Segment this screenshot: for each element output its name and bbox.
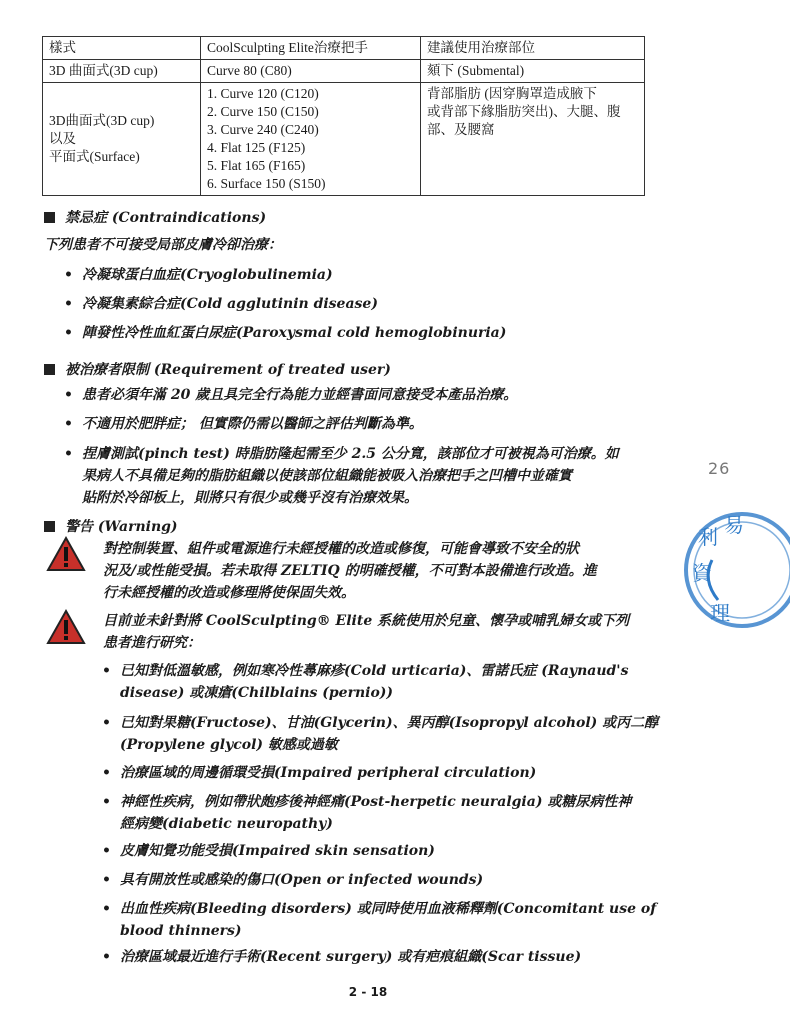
- page-footer-number: 2 - 18: [348, 985, 388, 999]
- list-item: • 神經性疾病，例如帶狀皰疹後神經痛(Post-herpetic neuralgia) 或糖尿病性神 經病變(diabetic neuropathy): [120, 791, 631, 835]
- list-item-text: 冷凝集素綜合症(Cold agglutinin disease): [82, 296, 378, 312]
- warning-triangle-icon: [46, 536, 86, 572]
- svg-text:利: 利: [698, 525, 718, 549]
- list-item: • 出血性疾病(Bleeding disorders) 或同時使用血液稀釋劑(Concomitant use of blood thinners): [120, 898, 656, 942]
- cell-line: 3. Curve 240 (C240): [207, 122, 319, 137]
- contraindications-heading: [44, 207, 644, 227]
- list-item: • 皮膚知覺功能受損(Impaired skin sensation): [120, 840, 435, 862]
- requirement-heading: [44, 359, 644, 379]
- list-item: • 捏膚測試(pinch test) 時脂肪隆起需至少 2.5 公分寬，該部位才可被視為可治療。如 果病人不具備足夠的脂肪組織以使該部位組織能被吸入治療把手之凹槽中並確實 貼附於冷卻板上，則將只有很少或幾乎沒有治療效果。: [82, 443, 652, 509]
- table-cell: Curve 80 (C80): [201, 60, 421, 83]
- list-item-line: (Propylene glycol) 敏感或過敏: [120, 737, 338, 753]
- cell-line: 1. Curve 120 (C120): [207, 86, 319, 101]
- section-title: 警告 (Warning): [65, 519, 178, 535]
- paragraph-line: 患者進行研究：: [103, 635, 201, 651]
- official-seal-stamp: [680, 500, 744, 640]
- list-item: • 冷凝球蛋白血症(Cryoglobulinemia): [64, 267, 333, 283]
- list-item-line: 已知對果糖(Fructose)、甘油(Glycerin)、異丙醇(Isopropyl alcohol) 或丙二醇: [120, 715, 659, 731]
- list-item-line: 果病人不具備足夠的脂肪組織以使該部位組織能被吸入治療把手之凹槽中並確實: [82, 468, 572, 484]
- list-item-text: 陣發性冷性血紅蛋白尿症(Paroxysmal cold hemoglobinuria): [82, 325, 507, 341]
- side-page-number: 26: [708, 459, 731, 478]
- svg-text:易: 易: [724, 513, 744, 537]
- table-cell: [43, 83, 201, 196]
- paragraph-line: 行未經授權的改造或修理將使保固失效。: [103, 585, 355, 601]
- svg-text:資: 資: [692, 561, 712, 585]
- paragraph-line: 況及/或性能受損。若未取得 ZELTIQ 的明確授權，不可對本設備進行改造。進: [103, 563, 597, 579]
- cell-line: 或背部下緣脂肪突出)、大腿、腹: [427, 104, 621, 119]
- list-item-line: 出血性疾病(Bleeding disorders) 或同時使用血液稀釋劑(Concomitant use of: [120, 901, 657, 917]
- table-row: [43, 60, 645, 83]
- square-bullet-icon: [44, 212, 55, 223]
- cell-line: 以及: [49, 131, 76, 146]
- list-item-line: disease) 或凍瘡(Chilblains (pernio)): [120, 685, 394, 701]
- list-item-line: 皮膚知覺功能受損(Impaired skin sensation): [120, 843, 435, 859]
- table-header-cell: CoolSculpting Elite治療把手: [201, 37, 421, 60]
- warning-paragraph: [103, 610, 629, 654]
- seal-icon: [680, 500, 790, 640]
- list-item-text: 冷凝球蛋白血症(Cryoglobulinemia): [82, 267, 333, 283]
- list-item-text: 患者必須年滿 20 歲且具完全行為能力並經書面同意接受本產品治療。: [82, 387, 518, 403]
- list-item-line: 貼附於冷卻板上，則將只有很少或幾乎沒有治療效果。: [82, 490, 418, 506]
- table-cell: 3D 曲面式(3D cup): [43, 60, 201, 83]
- cell-line: 4. Flat 125 (F125): [207, 140, 306, 155]
- cell-line: 背部脂肪 (因穿胸罩造成腋下: [427, 86, 597, 101]
- cell-line: 部、及腰窩: [427, 122, 495, 137]
- cell-line: 6. Surface 150 (S150): [207, 176, 326, 191]
- cell-line: 3D曲面式(3D cup): [49, 113, 155, 128]
- table-cell: [201, 83, 421, 196]
- list-item-line: 經病變(diabetic neuropathy): [120, 816, 333, 832]
- list-item: • 治療區域最近進行手術(Recent surgery) 或有疤痕組織(Scar tissue): [120, 946, 581, 968]
- list-item: • 冷凝集素綜合症(Cold agglutinin disease): [64, 296, 378, 312]
- svg-text:理: 理: [710, 601, 730, 625]
- warning-paragraph: [103, 538, 597, 604]
- square-bullet-icon: [44, 521, 55, 532]
- paragraph-line: 對控制裝置、組件或電源進行未經授權的改造或修復，可能會導致不安全的狀: [103, 541, 579, 557]
- list-item: • 已知對果糖(Fructose)、甘油(Glycerin)、異丙醇(Isopropyl alcohol) 或丙二醇 (Propylene glycol) 敏感或過敏: [120, 712, 658, 756]
- list-item-line: 捏膚測試(pinch test) 時脂肪隆起需至少 2.5 公分寬，該部位才可被視為可治療。如: [82, 446, 619, 462]
- warning-heading: [44, 516, 644, 536]
- list-item-line: 神經性疾病，例如帶狀皰疹後神經痛(Post-herpetic neuralgia) 或糖尿病性神: [120, 794, 632, 810]
- list-item: • 具有開放性或感染的傷口(Open or infected wounds): [120, 869, 483, 891]
- list-item: • 不適用於肥胖症； 但實際仍需以醫師之評估判斷為準。: [64, 416, 423, 432]
- list-item-line: 已知對低溫敏感，例如寒冷性蕁麻疹(Cold urticaria)、雷諾氏症 (Raynaud's: [120, 663, 629, 679]
- list-item: • 已知對低溫敏感，例如寒冷性蕁麻疹(Cold urticaria)、雷諾氏症 (Raynaud's disease) 或凍瘡(Chilblains (pernio)): [120, 660, 628, 704]
- table-header-row: [43, 37, 645, 60]
- list-item: • 陣發性冷性血紅蛋白尿症(Paroxysmal cold hemoglobinuria): [64, 325, 507, 341]
- table-row: [43, 83, 645, 196]
- table-header-cell: 建議使用治療部位: [421, 37, 645, 60]
- cell-line: 平面式(Surface): [49, 149, 140, 164]
- square-bullet-icon: [44, 364, 55, 375]
- paragraph-line: 目前並未針對將 CoolSculpting® Elite 系統使用於兒童、懷孕或哺乳婦女或下列: [103, 613, 630, 629]
- section-title: 被治療者限制 (Requirement of treated user): [65, 362, 391, 378]
- list-item-line: blood thinners): [120, 923, 242, 939]
- contraindications-intro: 下列患者不可接受局部皮膚冷卻治療：: [44, 237, 282, 253]
- section-title: 禁忌症 (Contraindications): [65, 210, 267, 226]
- cell-line: 5. Flat 165 (F165): [207, 158, 306, 173]
- list-item: • 患者必須年滿 20 歲且具完全行為能力並經書面同意接受本產品治療。: [64, 387, 518, 403]
- list-item-line: 治療區域的周邊循環受損(Impaired peripheral circulation): [120, 765, 537, 781]
- warning-triangle-icon: [46, 609, 86, 645]
- list-item-line: 具有開放性或感染的傷口(Open or infected wounds): [120, 872, 484, 888]
- table-cell: [421, 83, 645, 196]
- list-item-text: 不適用於肥胖症； 但實際仍需以醫師之評估判斷為準。: [82, 416, 423, 432]
- table-cell: 頦下 (Submental): [421, 60, 645, 83]
- table-header-cell: 樣式: [43, 37, 201, 60]
- list-item-line: 治療區域最近進行手術(Recent surgery) 或有疤痕組織(Scar tissue): [120, 949, 582, 965]
- applicator-table: [42, 36, 645, 196]
- cell-line: 2. Curve 150 (C150): [207, 104, 319, 119]
- list-item: • 治療區域的周邊循環受損(Impaired peripheral circulation): [120, 762, 536, 784]
